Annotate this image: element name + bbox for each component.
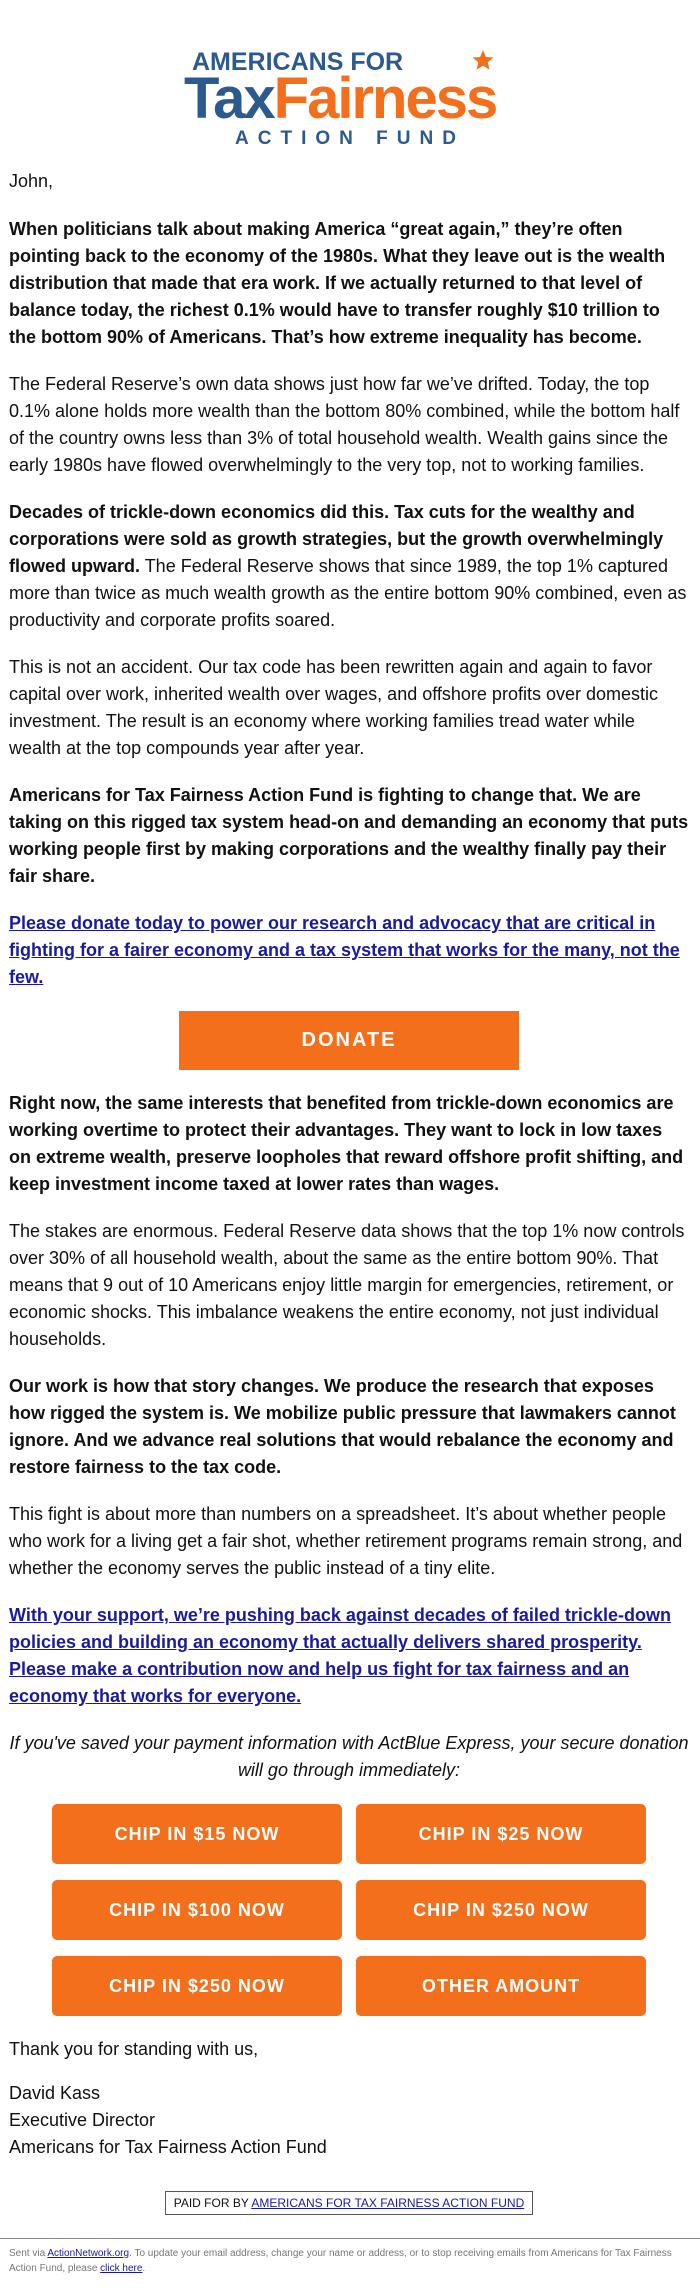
donate-text-link[interactable]: Please donate today to power our research and advocacy that are critical in fighting for a fairer economy and a tax system that works for the many, not the few. [9, 913, 680, 987]
other-amount-button[interactable]: OTHER AMOUNT [356, 1956, 646, 2016]
donate-button[interactable]: DONATE [179, 1011, 519, 1070]
chip-in-15-button[interactable]: CHIP IN $15 NOW [52, 1804, 342, 1864]
americans-for-tax-fairness-logo [180, 40, 520, 150]
greeting: John, [9, 171, 54, 191]
paid-for-disclaimer [9, 2191, 689, 2215]
chip-in-100-button[interactable]: CHIP IN $100 NOW [52, 1880, 342, 1940]
paragraph-this-fight: This fight is about more than numbers on a spreadsheet. It’s about whether people who work for a living get a fair shot, whether retirement programs remain strong, and whether the economy serves the public instead of a tiny elite. [9, 1504, 683, 1578]
paid-for-prefix: PAID FOR BY [173, 2196, 252, 2210]
footer-notice-text: . To update your email address, change your name or address, or to stop receiving emails from Americans for Tax Fairness Action Fund, please [9, 2248, 672, 2274]
paragraph-intro: When politicians talk about making America “great again,” they’re often pointing back to the economy of the 1980s. What they leave out is the wealth distribution that made that era work. If we actually returned to that level of balance today, the richest 0.1% would have to transfer roughly $10 trillion to the bottom 90% of Americans. That’s how extreme inequality has become. [9, 219, 666, 347]
paragraph-right-now: Right now, the same interests that benefited from trickle-down economics are working overtime to protect their advantages. They want to lock in low taxes on extreme wealth, preserve loopholes that reward offshore profit shifting, and keep investment income taxed at lower rates than wages. [9, 1093, 684, 1194]
logo [0, 40, 700, 150]
paragraph-stakes: The stakes are enormous. Federal Reserve data shows that the top 1% now controls over 30% of all household wealth, about the same as the entire bottom 90%. That means that 9 out of 10 Americans enjoy little margin for emergencies, retirement, or economic shocks. This imbalance weakens the entire economy, not just individual households. [9, 1221, 685, 1349]
chip-in-250-button-2[interactable]: CHIP IN $250 NOW [52, 1956, 342, 2016]
donate-button-container [9, 1011, 689, 1070]
actblue-note: If you've saved your payment information with ActBlue Express, your secure donation will go through immediately: [9, 1733, 689, 1780]
contribute-text-link[interactable]: With your support, we’re pushing back against decades of failed trickle-down policies and building an economy that actually delivers shared prosperity. Please make a contribution now and help us fight for tax fairness and an economy that works for everyone. [9, 1605, 671, 1706]
paid-for-org-link[interactable]: AMERICANS FOR TAX FAIRNESS ACTION FUND [251, 2196, 525, 2210]
signer-name: David Kass [9, 2083, 101, 2103]
paragraph-fed-data: The Federal Reserve’s own data shows just how far we’ve drifted. Today, the top 0.1% alone holds more wealth than the bottom 80% combined, while the bottom half of the country owns less than 3% of total household wealth. Wealth gains since the early 1980s have flowed overwhelmingly to the very top, not to working families. [9, 374, 680, 475]
signer-title: Executive Director [9, 2110, 156, 2130]
paragraph-tax-code: This is not an accident. Our tax code has been rewritten again and again to favor capital over work, inherited wealth over wages, and offshore profits over domestic investment. The result is an economy where working families tread water while wealth at the top compounds year after year. [9, 657, 658, 758]
paid-for-box [165, 2191, 534, 2215]
footer-divider [0, 2238, 700, 2239]
chip-in-buttons [52, 1804, 646, 2016]
paragraph-trickle-down-rest: The Federal Reserve shows that since 1989, the top 1% captured more than twice as much wealth growth as the entire bottom 90% combined, even as productivity and corporate profits soared. [9, 556, 687, 630]
chip-in-25-button[interactable]: CHIP IN $25 NOW [356, 1804, 646, 1864]
logo-line1: AMERICANS FOR [192, 48, 404, 76]
paragraph-mission: Americans for Tax Fairness Action Fund is fighting to change that. We are taking on this rigged tax system head-on and demanding an economy that puts working people first by making corporations and the wealthy finally pay their fair share. [9, 785, 689, 886]
paragraph-trickle-down [9, 499, 689, 634]
logo-line2: TaxFairness [184, 66, 497, 131]
actionnetwork-link[interactable]: ActionNetwork.org [47, 2248, 130, 2259]
signer-org: Americans for Tax Fairness Action Fund [9, 2137, 327, 2157]
contribute-link-paragraph [9, 1602, 689, 1710]
unsubscribe-link[interactable]: click here [100, 2263, 143, 2274]
paragraph-trickle-down-bold: Decades of trickle-down economics did this. Tax cuts for the wealthy and corporations were sold as growth strategies, but the growth overwhelmingly flowed upward. [9, 502, 664, 576]
signature-block [9, 2036, 689, 2161]
footer-sent-via: Sent via [9, 2248, 48, 2259]
footer-period: . [142, 2263, 146, 2274]
logo-line3: ACTION FUND [235, 128, 465, 149]
paragraph-our-work: Our work is how that story changes. We produce the research that exposes how rigged the system is. We mobilize public pressure that lawmakers cannot ignore. And we advance real solutions that would rebalance the economy and restore fairness to the tax code. [9, 1376, 676, 1477]
donate-link-paragraph [9, 910, 689, 991]
closing-line: Thank you for standing with us, [9, 2039, 259, 2059]
email-body [9, 168, 689, 2215]
chip-in-250-button[interactable]: CHIP IN $250 NOW [356, 1880, 646, 1940]
footer-notice [9, 2246, 689, 2276]
